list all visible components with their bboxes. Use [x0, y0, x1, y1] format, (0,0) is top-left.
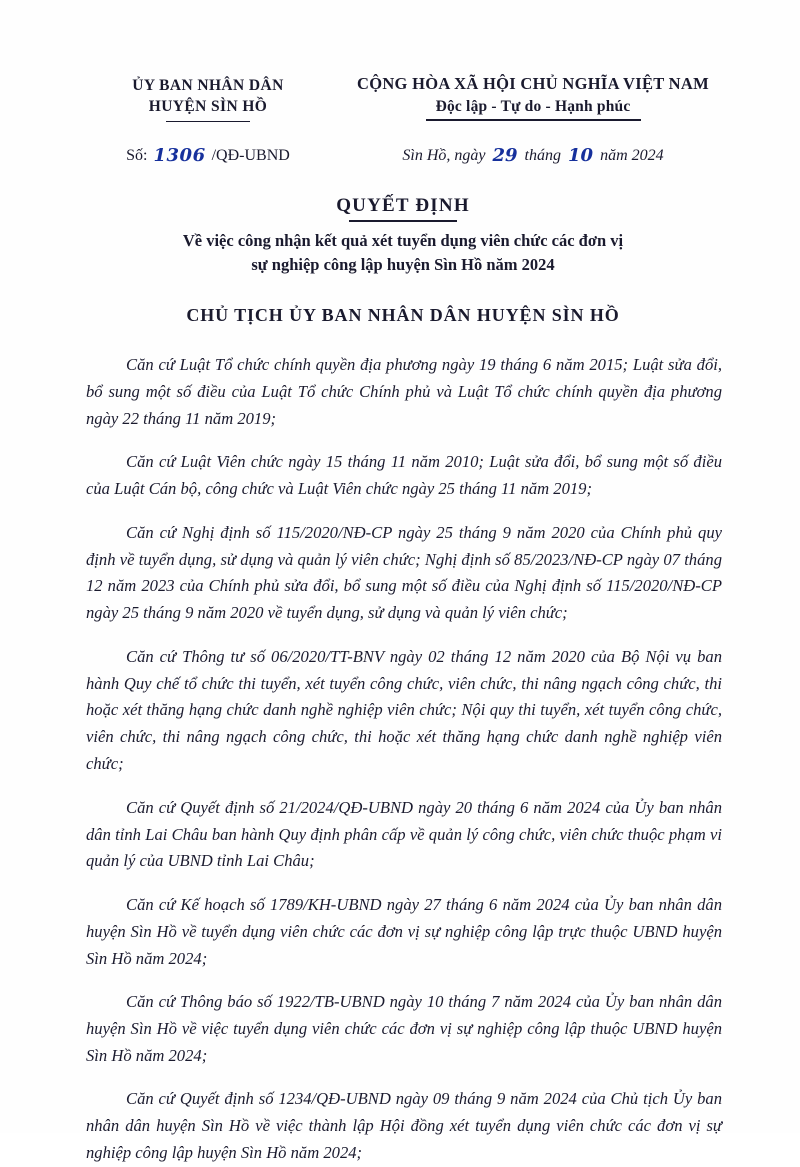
nation-name: CỘNG HÒA XÃ HỘI CHỦ NGHĨA VIỆT NAM: [356, 74, 709, 93]
date-day-value: 29: [492, 145, 518, 167]
legal-basis-paragraph: Căn cứ Thông tư số 06/2020/TT-BNV ngày 02 tháng 12 năm 2020 của Bộ Nội vụ ban hành Quy chế tổ chức thi tuyển, xét tuyển công chức, viên chức, thi nâng ngạch công chức, thi hoặc xét thăng hạng chức danh nghề nghiệp viên chức; Nội quy thi tuyển, xét tuyển công chức, viên chức, thi nâng ngạch công chức, thi hoặc xét thăng hạng chức danh nghề nghiệp viên chức;: [86, 646, 722, 774]
date-month-value: 10: [568, 145, 594, 167]
document-number: [78, 144, 338, 165]
date-year-value: 2024: [631, 147, 664, 165]
national-heading: [338, 74, 728, 121]
org-divider: [166, 121, 250, 123]
date-month-prefix: tháng: [524, 147, 561, 165]
document-date: [338, 144, 728, 165]
legal-basis-paragraph: Căn cứ Kế hoạch số 1789/KH-UBND ngày 27 tháng 6 năm 2024 của Ủy ban nhân dân huyện Sìn Hồ về tuyển dụng viên chức các đơn vị sự nghiệp công lập trực thuộc UBND huyện Sìn Hồ năm 2024;: [86, 894, 722, 968]
legal-basis-paragraph: Căn cứ Quyết định số 1234/QĐ-UBND ngày 09 tháng 9 năm 2024 của Chủ tịch Ủy ban nhân dân huyện Sìn Hồ về việc thành lập Hội đồng xét tuyển dụng viên chức các đơn vị sự nghiệp công lập huyện Sìn Hồ năm 2024;: [86, 1089, 722, 1163]
document-subject-line1: Về việc công nhận kết quả xét tuyển dụng viên chức các đơn vị: [182, 231, 624, 251]
legal-basis-paragraph: Căn cứ Luật Viên chức ngày 15 tháng 11 năm 2010; Luật sửa đổi, bổ sung một số điều của Luật Cán bộ, công chức và Luật Viên chức ngày 25 tháng 11 năm 2019;: [86, 452, 722, 499]
date-year-prefix: năm: [600, 147, 628, 165]
legal-basis-paragraph: Căn cứ Quyết định số 21/2024/QĐ-UBND ngày 20 tháng 6 năm 2024 của Ủy ban nhân dân tỉnh Lai Châu ban hành Quy định phân cấp về quản lý công chức, viên chức thuộc phạm vi quản lý của UBND tỉnh Lai Châu;: [86, 797, 722, 871]
legal-basis-paragraph: Căn cứ Luật Tổ chức chính quyền địa phương ngày 19 tháng 6 năm 2015; Luật sửa đổi, bổ sung một số điều của Luật Tổ chức Chính phủ và Luật Tổ chức chính quyền địa phương ngày 22 tháng 11 năm 2019;: [86, 355, 722, 428]
legal-basis-paragraph: Căn cứ Nghị định số 115/2020/NĐ-CP ngày 25 tháng 9 năm 2020 của Chính phủ quy định về tuyển dụng, sử dụng và quản lý viên chức; Nghị định số 85/2023/NĐ-CP ngày 07 tháng 12 năm 2023 của Chính phủ sửa đổi, bổ sung một số điều của Nghị định số 115/2020/NĐ-CP ngày 25 tháng 9 năm 2020 về tuyển dụng, sử dụng và quản lý viên chức;: [86, 522, 722, 623]
document-body: [78, 352, 728, 1167]
title-divider: [349, 220, 457, 222]
issuing-authority: CHỦ TỊCH ỦY BAN NHÂN DÂN HUYỆN SÌN HỒ: [186, 305, 620, 326]
document-number-suffix: /QĐ-UBND: [211, 147, 290, 165]
org-name-line1: ỦY BAN NHÂN DÂN: [132, 77, 284, 94]
org-name-line2: HUYỆN SÌN HỒ: [148, 97, 268, 115]
place-and-date-prefix: Sìn Hồ, ngày: [402, 147, 486, 165]
number-and-date-row: [78, 144, 728, 165]
document-header: [78, 74, 728, 122]
document-number-prefix: Số:: [126, 147, 148, 165]
document-type-title: QUYẾT ĐỊNH: [336, 195, 470, 217]
document-number-value: 1306: [153, 145, 206, 167]
issuing-organization: [78, 74, 338, 122]
national-motto: Độc lập - Tự do - Hạnh phúc: [435, 98, 631, 115]
document-subject-line2: sự nghiệp công lập huyện Sìn Hồ năm 2024: [251, 255, 555, 275]
legal-basis-paragraph: Căn cứ Thông báo số 1922/TB-UBND ngày 10 tháng 7 năm 2024 của Ủy ban nhân dân huyện Sìn Hồ về việc tuyển dụng viên chức các đơn vị sự nghiệp công lập thuộc UBND huyện Sìn Hồ năm 2024;: [86, 992, 722, 1065]
motto-divider: [426, 119, 641, 121]
title-block: [78, 195, 728, 277]
